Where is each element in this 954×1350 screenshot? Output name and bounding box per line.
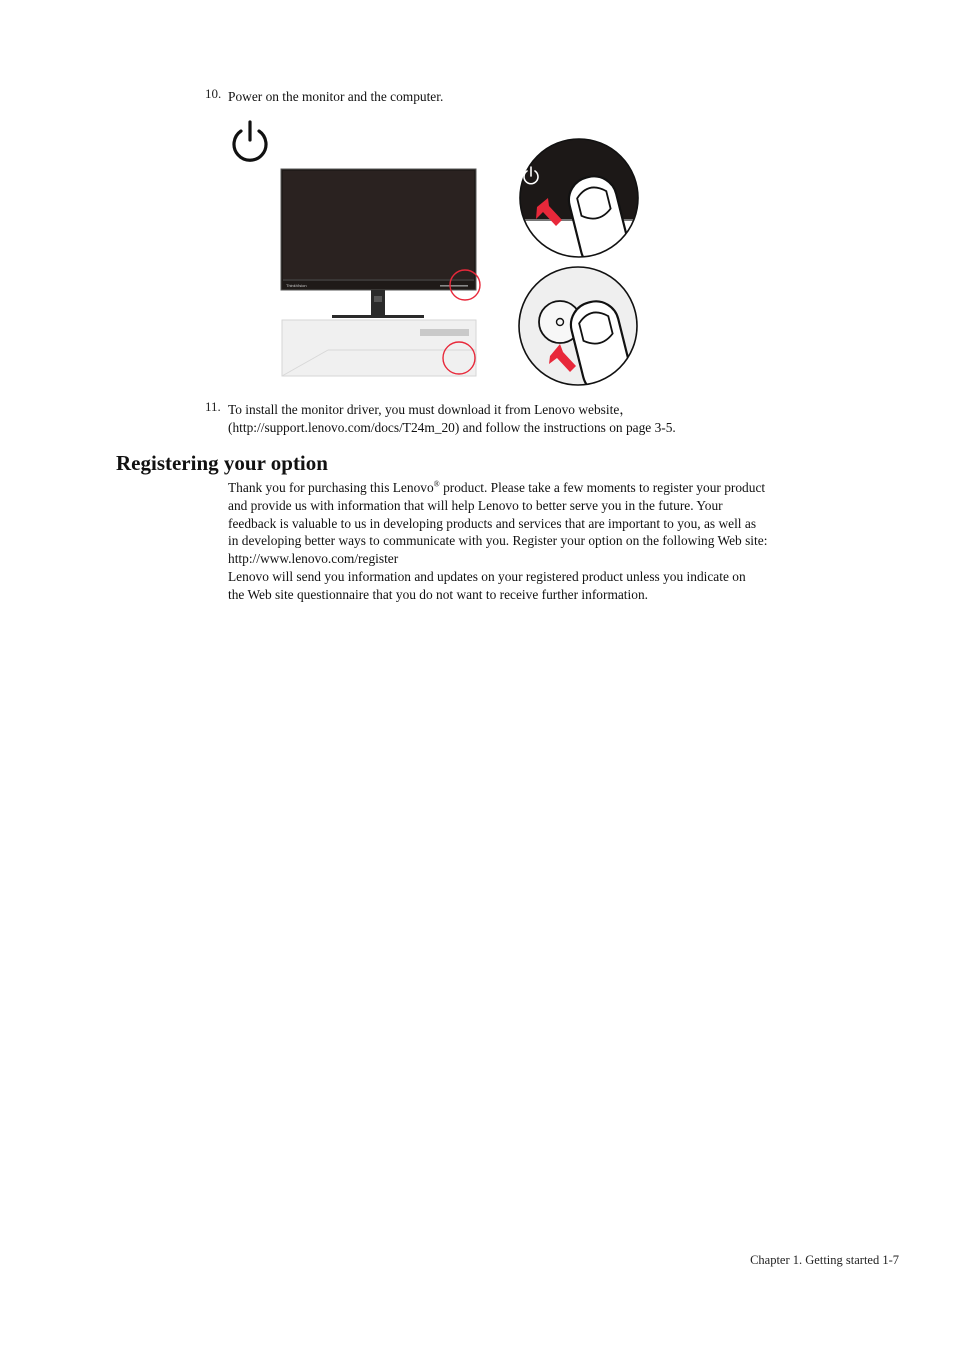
step-text-11-line-1: To install the monitor driver, you must download it from Lenovo website， [228,402,633,417]
power-on-figure [225,112,645,390]
step-number-10: 10. [205,86,222,101]
paragraph-line-3: feedback is valuable to us in developing products and services that are important to you, as well as [228,515,757,531]
paragraph-line-4: in developing better ways to communicate with you. Register your option on the following Web site: [228,533,768,549]
monitor-logo-text: ThinkVision [286,283,307,288]
step-text-10: Power on the monitor and the computer. [228,89,444,104]
monitor-button-zoom [518,138,640,274]
step-text-11-line-2: (http://support.lenovo.com/docs/T24m_20) and follow the instructions on page 3-5. [228,420,676,435]
register-url-link[interactable]: http://www.lenovo.com/register [228,551,399,567]
computer-button-zoom [518,266,640,390]
section-title: Registering your option [116,451,328,475]
power-icon [234,122,266,160]
page-footer: Chapter 1. Getting started 1-7 [750,1253,899,1267]
registered-mark: ® [433,479,440,489]
registration-paragraph [228,479,878,604]
paragraph-line-2: and provide us with information that will help Lenovo to better serve you in the future. Your [228,497,723,513]
monitor-illustration [281,169,480,318]
computer-illustration [282,320,476,376]
paragraph-2-line-1: Lenovo will send you information and updates on your registered product unless you indicate on [228,568,746,584]
step-number-11: 11. [205,399,221,414]
paragraph-2-line-2: the Web site questionnaire that you do not want to receive further information. [228,586,648,602]
paragraph-line-1: Thank you for purchasing this Lenovo® product. Please take a few moments to register your product [228,479,766,495]
